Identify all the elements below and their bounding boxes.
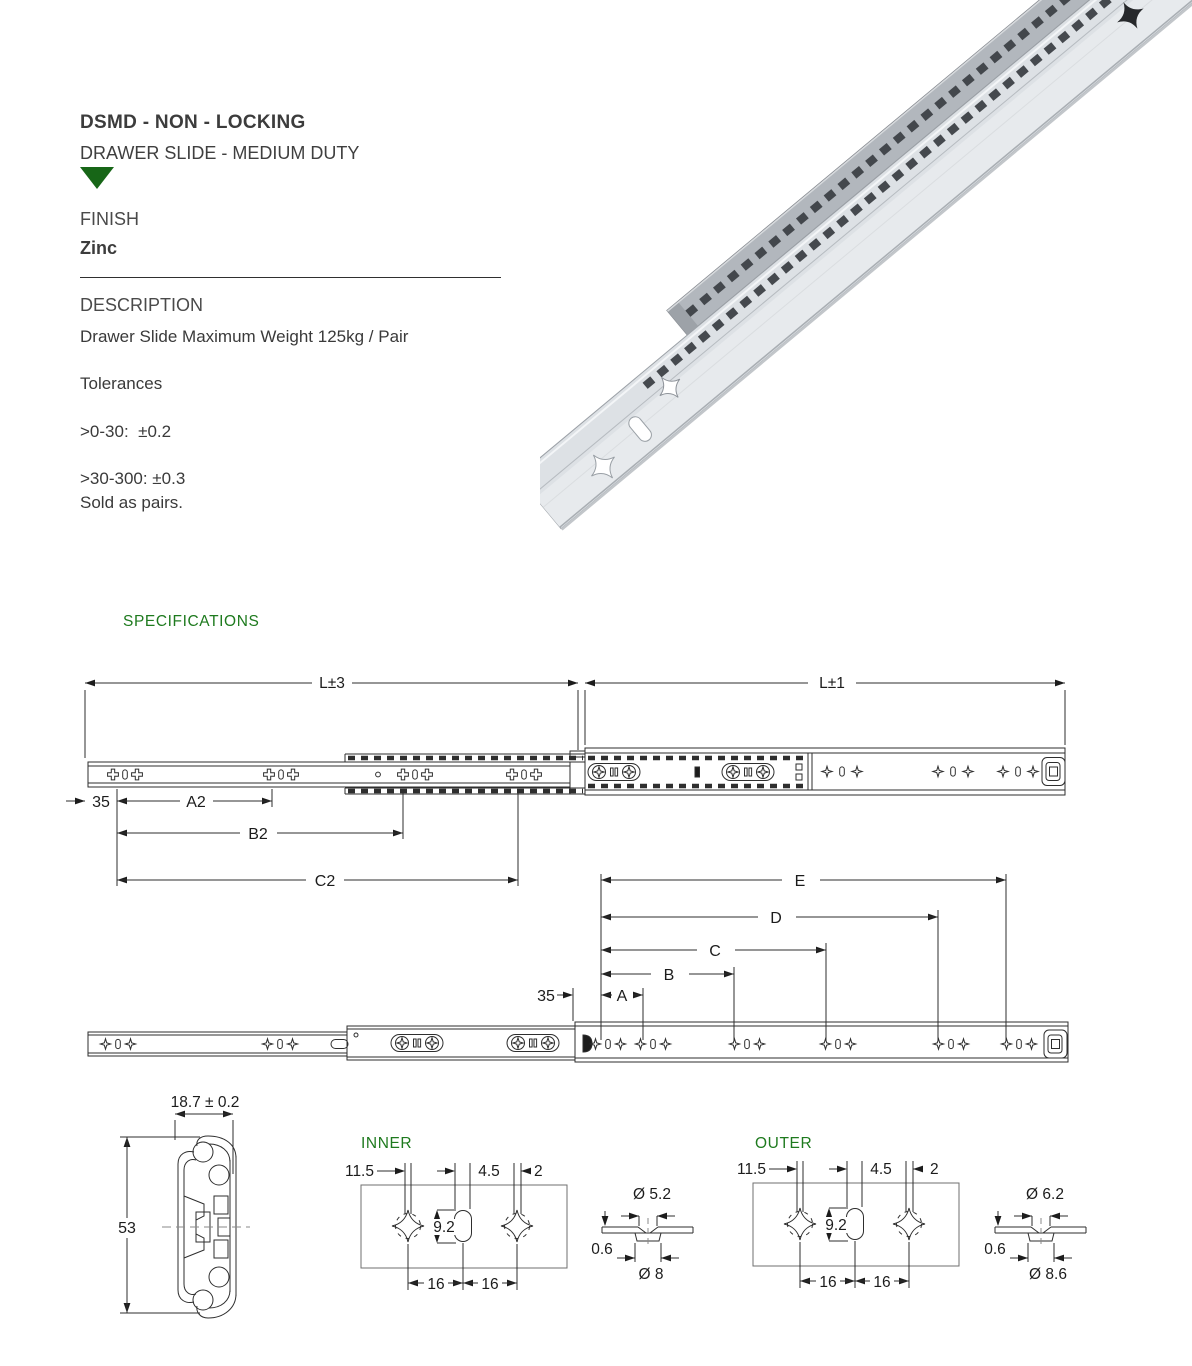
- outer-thickness: 0.6: [984, 1241, 1006, 1258]
- dim-C2: C2: [314, 873, 336, 890]
- outer-heading: OUTER: [755, 1135, 813, 1152]
- inner-dia-bottom: Ø 8: [638, 1266, 664, 1283]
- specifications-heading: SPECIFICATIONS: [123, 613, 260, 630]
- inner-dim-4-5: 4.5: [478, 1163, 500, 1180]
- extended-slide-drawing: [66, 680, 1065, 886]
- dim-section-width: 18.7 ± 0.2: [170, 1094, 240, 1111]
- sold-as-pairs: Sold as pairs.: [80, 493, 183, 512]
- page-subtitle: DRAWER SLIDE - MEDIUM DUTY: [80, 143, 360, 163]
- outer-dim-16a: 16: [819, 1274, 837, 1291]
- inner-hole-section: [602, 1211, 693, 1262]
- inner-heading: INNER: [361, 1135, 413, 1152]
- outer-dim-2: 2: [930, 1161, 939, 1178]
- outer-dim-16b: 16: [873, 1274, 891, 1291]
- cross-section-drawing: [120, 1111, 250, 1318]
- description-value: Drawer Slide Maximum Weight 125kg / Pair: [80, 327, 409, 346]
- inner-dim-11-5: 11.5: [344, 1163, 374, 1180]
- dim-section-height: 53: [118, 1220, 136, 1237]
- dim-C: C: [709, 943, 721, 960]
- dim-E: E: [794, 873, 806, 890]
- page-title: DSMD - NON - LOCKING: [80, 112, 306, 133]
- inner-dim-16a: 16: [427, 1276, 445, 1293]
- dim-A: A: [616, 988, 628, 1005]
- closed-slide-drawing: [88, 874, 1068, 1062]
- finish-value: Zinc: [80, 238, 118, 258]
- finish-label: FINISH: [80, 209, 140, 229]
- tolerance-large: >30-300: ±0.3: [80, 469, 186, 488]
- inner-dia-top: Ø 5.2: [633, 1186, 671, 1203]
- inner-dim-2: 2: [534, 1163, 543, 1180]
- inner-dim-16b: 16: [481, 1276, 499, 1293]
- tolerance-small: >0-30: ±0.2: [80, 422, 172, 441]
- dim-L3: L±3: [319, 675, 345, 692]
- dim-35-extended: 35: [92, 794, 110, 811]
- tolerances-label: Tolerances: [80, 374, 163, 393]
- inner-thickness: 0.6: [591, 1241, 613, 1258]
- dim-A2: A2: [186, 794, 206, 811]
- outer-plate-drawing: [753, 1161, 959, 1288]
- outer-dim-4-5: 4.5: [870, 1161, 892, 1178]
- outer-dia-top: Ø 6.2: [1026, 1186, 1064, 1203]
- outer-dia-bottom: Ø 8.6: [1029, 1266, 1067, 1283]
- dim-B2: B2: [248, 826, 268, 843]
- dim-35-closed: 35: [537, 988, 555, 1005]
- outer-dim-11-5: 11.5: [736, 1161, 766, 1178]
- dim-B: B: [663, 967, 675, 984]
- dim-L1: L±1: [819, 675, 845, 692]
- dim-D: D: [770, 910, 782, 927]
- outer-dim-9-2: 9.2: [825, 1217, 847, 1234]
- outer-hole-section: [995, 1211, 1086, 1262]
- inner-dim-9-2: 9.2: [433, 1219, 455, 1236]
- description-label: DESCRIPTION: [80, 295, 204, 315]
